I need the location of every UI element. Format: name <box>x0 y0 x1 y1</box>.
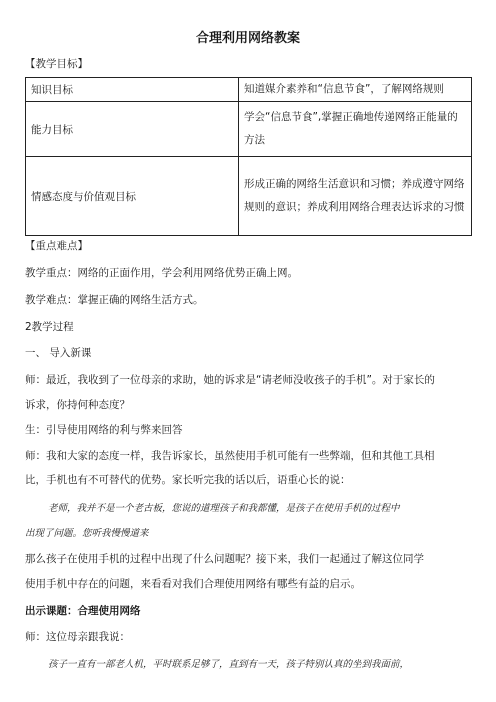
student-line: 生：引导使用网络的利与弊来回答 <box>25 424 183 436</box>
process-heading: 2教学过程 <box>25 321 74 333</box>
teacher-line: 诉求，你持何种态度？ <box>25 399 130 411</box>
objective-value: 学会“信息节食”,掌握正确地传递网络正能量的方法 <box>239 102 472 157</box>
section-heading-goals: 【教学目标】 <box>25 58 88 70</box>
quote-line: 老师，我并不是一个老古板，您说的道理孩子和我都懂，是孩子在使用手机的过程中 <box>48 503 400 514</box>
objective-value: 知道媒介素养和“信息节食”，了解网络规则 <box>239 78 472 102</box>
teacher-line: 比，手机也有不可替代的优势。家长听完我的话以后，语重心长的说： <box>25 474 351 486</box>
section-heading-keypoints: 【重点难点】 <box>25 240 88 252</box>
table-row <box>26 102 472 157</box>
topic-label: 出示课题：合理使用网络 <box>25 605 141 617</box>
teacher-line: 师：我和大家的态度一样，我告诉家长，虽然使用手机可能有一些弊端，但和其他工具相 <box>25 450 435 462</box>
teacher-line: 师：这位母亲跟我说： <box>25 631 130 643</box>
quote-line: 出现了问题。您听我慢慢道来 <box>25 528 149 539</box>
quote-line: 孩子一直有一部老人机，平时联系足够了，直到有一天，孩子特别认真的坐到我面前， <box>48 659 410 670</box>
objective-key: 情感态度与价值观目标 <box>26 157 239 236</box>
objective-value: 形成正确的网络生活意识和习惯；养成遵守网络规则的意识；养成利用网络合理表达诉求的习惯 <box>239 157 472 236</box>
key-point-text: 教学重点：网络的正面作用，学会利用网络优势正确上网。 <box>25 267 298 279</box>
objective-key: 知识目标 <box>26 78 239 102</box>
table-row <box>26 78 472 102</box>
table-row <box>26 157 472 236</box>
teacher-line: 师：最近，我收到了一位母亲的求助，她的诉求是“请老师没收孩子的手机”。对于家长的 <box>25 374 435 386</box>
objective-key: 能力目标 <box>26 102 239 157</box>
part-one-heading: 一、 导入新课 <box>25 347 92 359</box>
difficulty-text: 教学难点：掌握正确的网络生活方式。 <box>25 294 204 306</box>
paragraph-line: 那么孩子在使用手机的过程中出现了什么问题呢？接下来，我们一起通过了解这位同学 <box>25 553 424 565</box>
page-title: 合理利用网络教案 <box>195 31 300 46</box>
paragraph-line: 使用手机中存在的问题，来看看对我们合理使用网络有哪些有益的启示。 <box>25 578 361 590</box>
objectives-table <box>25 77 472 236</box>
